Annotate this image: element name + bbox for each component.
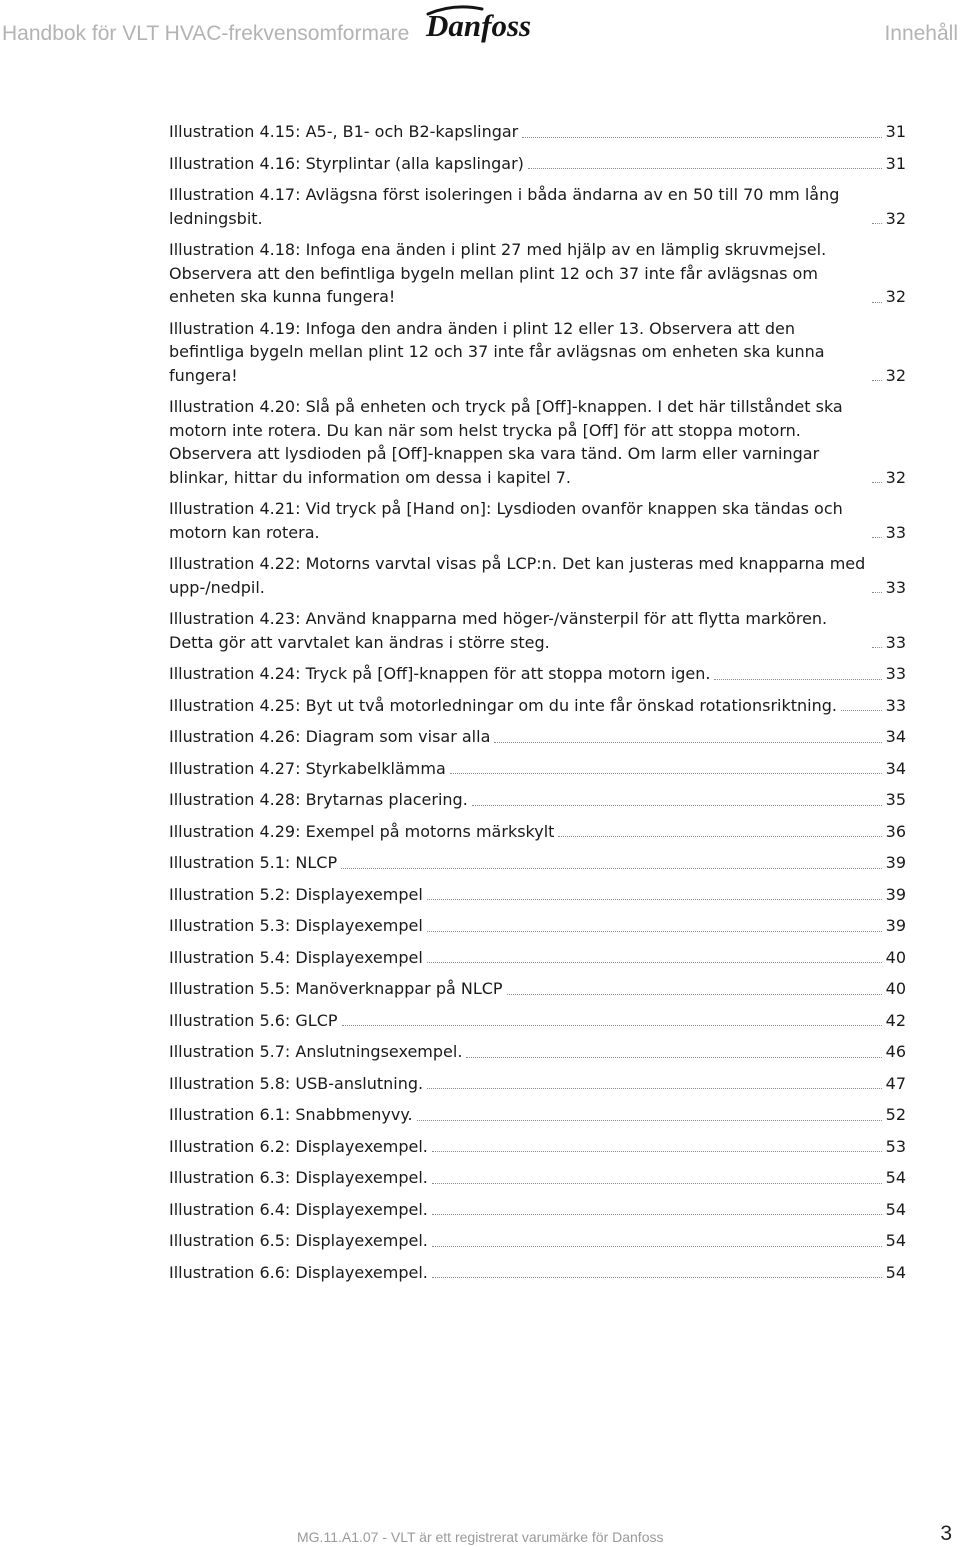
dot-leader	[417, 1120, 882, 1121]
toc-entry[interactable]	[169, 1135, 906, 1159]
toc-entry-title: Illustration 6.4: Displayexempel.	[169, 1199, 428, 1219]
dot-leader	[432, 1277, 882, 1278]
dot-leader	[432, 1214, 882, 1215]
dot-leader	[494, 742, 881, 743]
toc-entry[interactable]	[169, 725, 906, 749]
dot-leader	[841, 710, 882, 711]
toc-entry-title: Illustration 4.19: Infoga den andra änden i plint 12 eller 13. Observera att den befintliga bygeln mellan plint 12 och 37 inte får avlägsnas om enheten ska kunna fungera!	[169, 318, 825, 385]
dot-leader	[507, 994, 882, 995]
dot-leader	[872, 302, 882, 303]
toc-entry-page: 40	[885, 947, 906, 967]
toc-entry-page: 54	[885, 1231, 906, 1250]
logo-wordmark: Danfoss	[426, 8, 532, 43]
toc-entry-page: 47	[885, 1073, 906, 1093]
toc-entry[interactable]	[169, 883, 906, 907]
toc-entry-title: Illustration 6.3: Displayexempel.	[169, 1168, 428, 1187]
toc-entry-title: Illustration 4.17: Avlägsna först isoleringen i båda ändarna av en 50 till 70 mm lång ledningsbit.	[169, 185, 840, 228]
toc-entry-title: Illustration 6.1: Snabbmenyvy.	[169, 1105, 413, 1124]
toc-entry-page: 31	[885, 122, 906, 141]
toc-entry[interactable]	[169, 788, 906, 812]
toc-entry-title: Illustration 4.15: A5-, B1- och B2-kapslingar	[169, 122, 519, 141]
dot-leader	[341, 868, 882, 869]
toc-entry-page: 53	[885, 1136, 906, 1156]
toc-entry-title: Illustration 4.20: Slå på enheten och tryck på [Off]-knappen. I det här tillståndet ska motorn inte rotera. Du kan när som helst trycka på [Off] för att stoppa motorn. Observera att lysdioden på [Off]-knappen ska vara tänd. Om larm eller varningar blinkar, hittar du information om dessa i kapitel 7.	[169, 397, 843, 487]
toc-entry-title: Illustration 5.6: GLCP	[169, 1010, 338, 1030]
dot-leader	[872, 223, 882, 224]
toc-entry[interactable]	[169, 238, 906, 309]
dot-leader	[872, 380, 882, 381]
dot-leader	[427, 931, 882, 932]
toc-entry-title: Illustration 4.23: Använd knapparna med höger-/vänsterpil för att flytta markören. Detta gör att varvtalet kan ändras i större steg.	[169, 609, 828, 652]
toc-entry[interactable]	[169, 152, 906, 176]
toc-entry-page: 33	[885, 577, 906, 597]
danfoss-logo	[424, 2, 534, 48]
dot-leader	[427, 962, 882, 963]
toc-entry-title: Illustration 5.1: NLCP	[169, 853, 338, 872]
toc-entry[interactable]	[169, 1009, 906, 1033]
dot-leader	[558, 836, 881, 837]
toc-entry-page: 33	[885, 522, 906, 542]
toc-entry-page: 52	[885, 1105, 906, 1124]
toc-entry[interactable]	[169, 851, 906, 875]
toc-entry-page: 34	[885, 727, 906, 746]
toc-entry[interactable]	[169, 1040, 906, 1064]
toc-entry[interactable]	[169, 1166, 906, 1190]
toc-entry[interactable]	[169, 317, 906, 388]
toc-entry-title: Illustration 4.24: Tryck på [Off]-knappen för att stoppa motorn igen.	[169, 664, 711, 683]
toc-entry-title: Illustration 5.7: Anslutningsexempel.	[169, 1042, 463, 1061]
toc-entry[interactable]	[169, 946, 906, 970]
toc-entry-page: 32	[885, 365, 906, 385]
toc-entry-page: 40	[885, 979, 906, 998]
toc-entry-page: 54	[885, 1168, 906, 1187]
toc-entry[interactable]	[169, 395, 906, 489]
toc-entry-page: 32	[885, 287, 906, 306]
toc-entry-page: 36	[885, 821, 906, 841]
toc-entry-page: 31	[885, 153, 906, 173]
toc-entry[interactable]	[169, 662, 906, 686]
toc-entry-page: 39	[885, 916, 906, 935]
toc-entry[interactable]	[169, 1103, 906, 1127]
toc-entry[interactable]	[169, 183, 906, 230]
toc-entry-title: Illustration 6.2: Displayexempel.	[169, 1136, 428, 1156]
toc-entry-title: Illustration 4.18: Infoga ena änden i plint 27 med hjälp av en lämplig skruvmejsel. Observera att den befintliga bygeln mellan plint 12 och 37 inte får avlägsnas om enheten ska kunna fungera!	[169, 240, 827, 306]
toc-entry-title: Illustration 5.3: Displayexempel	[169, 916, 423, 935]
toc-entry-page: 46	[885, 1042, 906, 1061]
dot-leader	[450, 773, 882, 774]
toc-entry[interactable]	[169, 607, 906, 654]
toc-entry-page: 33	[885, 695, 906, 715]
toc-entry-title: Illustration 4.16: Styrplintar (alla kapslingar)	[169, 153, 524, 173]
toc-entry-title: Illustration 5.5: Manöverknappar på NLCP	[169, 979, 503, 998]
dot-leader	[427, 1088, 882, 1089]
footer-note: MG.11.A1.07 - VLT är ett registrerat varumärke för Danfoss	[297, 1529, 664, 1545]
toc-entry-title: Illustration 6.6: Displayexempel.	[169, 1262, 428, 1282]
toc-entry-page: 33	[885, 664, 906, 683]
toc-entry[interactable]	[169, 552, 906, 599]
toc-entry[interactable]	[169, 977, 906, 1001]
toc-entry-title: Illustration 6.5: Displayexempel.	[169, 1231, 428, 1250]
dot-leader	[872, 647, 882, 648]
toc-entry[interactable]	[169, 1072, 906, 1096]
toc-entry-page: 32	[885, 467, 906, 487]
toc-entry[interactable]	[169, 820, 906, 844]
dot-leader	[872, 592, 882, 593]
dot-leader	[342, 1025, 882, 1026]
toc-entry[interactable]	[169, 497, 906, 544]
toc-entry[interactable]	[169, 120, 906, 144]
dot-leader	[432, 1183, 882, 1184]
page-number: 3	[940, 1522, 952, 1545]
dot-leader	[528, 168, 882, 169]
toc-entry-title: Illustration 4.29: Exempel på motorns märkskylt	[169, 821, 555, 841]
toc-entry-page: 54	[885, 1262, 906, 1282]
toc-entry-page: 42	[885, 1010, 906, 1030]
toc-entry-title: Illustration 4.25: Byt ut två motorledningar om du inte får önskad rotationsriktning.	[169, 695, 837, 715]
toc-entry-page: 39	[885, 853, 906, 872]
toc-entry[interactable]	[169, 1229, 906, 1253]
toc-entry-title: Illustration 5.2: Displayexempel	[169, 884, 423, 904]
toc-entry-page: 32	[885, 208, 906, 228]
dot-leader	[432, 1151, 882, 1152]
toc-entry-page: 33	[885, 632, 906, 652]
toc-entry-page: 34	[885, 758, 906, 778]
dot-leader	[872, 537, 882, 538]
toc-entry[interactable]	[169, 914, 906, 938]
toc-entry[interactable]	[169, 1198, 906, 1222]
illustration-list	[169, 120, 906, 1292]
toc-entry-title: Illustration 5.4: Displayexempel	[169, 947, 423, 967]
dot-leader	[872, 482, 882, 483]
toc-entry-page: 54	[885, 1199, 906, 1219]
toc-entry-title: Illustration 4.26: Diagram som visar alla	[169, 727, 491, 746]
dot-leader	[714, 679, 881, 680]
dot-leader	[427, 899, 882, 900]
toc-entry-title: Illustration 4.28: Brytarnas placering.	[169, 790, 468, 809]
dot-leader	[522, 137, 881, 138]
toc-entry[interactable]	[169, 694, 906, 718]
page-header	[0, 0, 960, 70]
dot-leader	[432, 1246, 882, 1247]
toc-entry[interactable]	[169, 757, 906, 781]
document-title: Handbok för VLT HVAC-frekvensomformare	[2, 22, 410, 45]
dot-leader	[472, 805, 882, 806]
toc-entry-title: Illustration 4.21: Vid tryck på [Hand on]: Lysdioden ovanför knappen ska tändas och motorn kan rotera.	[169, 499, 843, 542]
section-title: Innehåll	[884, 22, 958, 45]
toc-entry-title: Illustration 5.8: USB-anslutning.	[169, 1073, 424, 1093]
toc-entry[interactable]	[169, 1261, 906, 1285]
toc-entry-title: Illustration 4.27: Styrkabelklämma	[169, 758, 446, 778]
toc-entry-page: 39	[885, 884, 906, 904]
dot-leader	[466, 1057, 881, 1058]
toc-entry-title: Illustration 4.22: Motorns varvtal visas på LCP:n. Det kan justeras med knapparna med upp-/nedpil.	[169, 554, 866, 597]
toc-entry-page: 35	[885, 790, 906, 809]
